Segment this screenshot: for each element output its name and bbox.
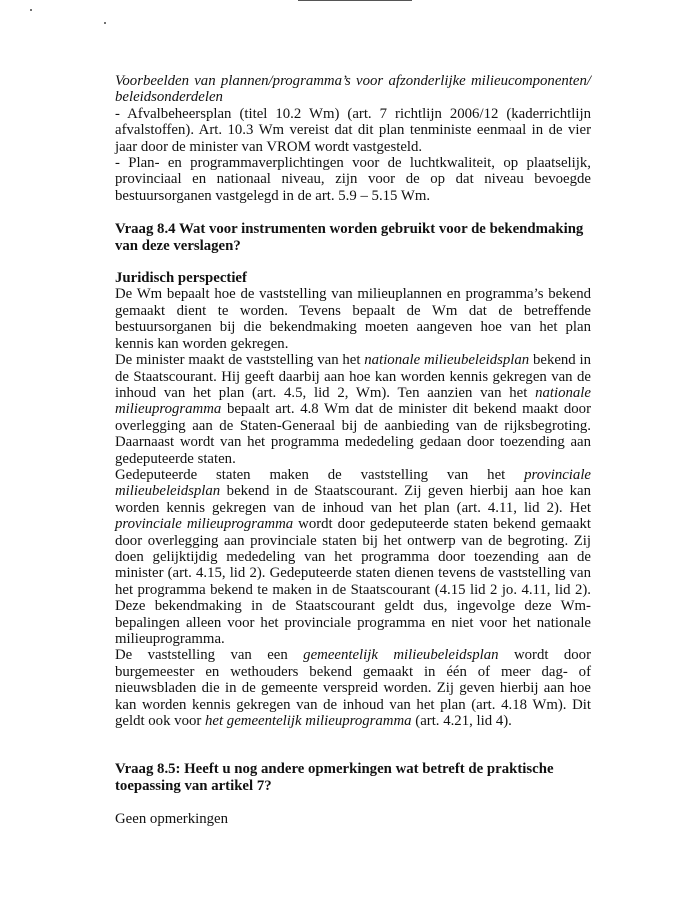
bullet-luchtkwaliteit: - Plan- en programmaverplichtingen voor de luchtkwaliteit, op plaatselijk, provinciaal en nationaal niveau, zijn voor de op dat niveau bevoegde bestuursorganen vastgelegd in de art. 5.9 – 5.15 Wm. xyxy=(115,155,591,204)
document-page xyxy=(115,73,595,828)
text-run: wordt door gedeputeerde staten bekend gemaakt door overlegging aan provinciale staten bij het ontwerp van de begroting. Zij doen gelijktijdig mededeling van het programma door toezending aan de minister (art. 4.15, lid 2). Gedeputeerde staten dienen tevens de vaststelling van het programma bekend te maken in de Staatscourant (4.15 lid 2 jo. 4.11, lid 2). Deze bekendmaking in de Staatscourant geldt dus, ingevolge deze Wm-bepalingen alleen voor het provinciale programma en niet voor het nationale milieuprogramma. xyxy=(115,516,595,647)
text-run: Gedeputeerde staten maken de vaststelling van het xyxy=(115,466,525,483)
text-run: De vaststelling van een xyxy=(115,647,304,664)
paragraph-gemeentelijk xyxy=(115,647,595,730)
emphasis-provinciale-milieubeleidsplan: provinciale milieubeleidsplan xyxy=(115,466,595,500)
paragraph-wm-bepaalt: De Wm bepaalt hoe de vaststelling van milieuplannen en programma’s bekend gemaakt dient te worden. Tevens bepaalt de Wm dat de betreffende bestuursorganen bij die bekendmaking moeten aangeven hoe van het plan kennis kan worden gekregen. xyxy=(115,286,591,352)
emphasis-nationale-milieuprogramma: nationale milieuprogramma xyxy=(115,384,595,418)
emphasis-nationale-milieubeleidsplan: nationale milieubeleidsplan xyxy=(364,352,530,369)
text-run: (art. 4.21, lid 4). xyxy=(411,713,512,730)
examples-heading: Voorbeelden van plannen/programma’s voor afzonderlijke milieucomponenten/ beleidsonderdelen xyxy=(115,73,591,106)
text-run: wordt door burgemeester en wethouders bekend gemaakt in één of meer dag- of nieuwsbladen die in de gemeente verspreid worden. Zij geven hierbij aan hoe kan worden kennis gekregen van de inhoud van het plan (art. 4.18 Wm). Dit geldt ook voor xyxy=(115,647,595,730)
emphasis-gemeentelijk-milieuprogramma: het gemeentelijk milieuprogramma xyxy=(205,713,412,730)
question-8-4-heading: Vraag 8.4 Wat voor instrumenten worden gebruikt voor de bekendmaking van deze verslagen? xyxy=(115,221,584,254)
text-run: bekend in de Staatscourant. Hij geeft daarbij aan hoe kan worden kennis gekregen van de inhoud van het plan (art. 4.5, lid 2, Wm). Ten aanzien van het xyxy=(115,352,595,401)
emphasis-provinciale-milieuprogramma: provinciale milieuprogramma xyxy=(115,516,294,533)
answer-geen-opmerkingen: Geen opmerkingen xyxy=(115,811,228,828)
scan-speck xyxy=(30,9,32,11)
text-run: De minister maakt de vaststelling van het xyxy=(115,352,365,369)
scan-speck xyxy=(104,22,106,24)
text-run: bekend in de Staatscourant. Zij geven hierbij aan hoe kan worden kennis gekregen van de inhoud van het plan (art. 4.11, lid 2). Het xyxy=(115,483,595,516)
question-8-5-heading: Vraag 8.5: Heeft u nog andere opmerkingen wat betreft de praktische toepassing van artikel 7? xyxy=(115,761,554,794)
paragraph-gedeputeerde-staten xyxy=(115,466,595,647)
juridisch-perspectief-heading: Juridisch perspectief xyxy=(115,270,247,287)
paragraph-minister xyxy=(115,352,595,467)
text-run: bepaalt art. 4.8 Wm dat de minister dit bekend maakt door overlegging aan de Staten-Generaal bij de aanbieding van de rijksbegroting. Daarnaast wordt van het programma mededeling gedaan door toezending aan gedeputeerde staten. xyxy=(115,401,595,467)
scan-top-edge-line xyxy=(298,0,412,1)
emphasis-gemeentelijk-milieubeleidsplan: gemeentelijk milieubeleidsplan xyxy=(303,647,499,664)
bullet-afvalbeheersplan: - Afvalbeheersplan (titel 10.2 Wm) (art. 7 richtlijn 2006/12 (kaderrichtlijn afvalstoffen). Art. 10.3 Wm vereist dat dit plan tenministe eenmaal in de vier jaar door de minister van VROM wordt vastgesteld. xyxy=(115,105,591,155)
